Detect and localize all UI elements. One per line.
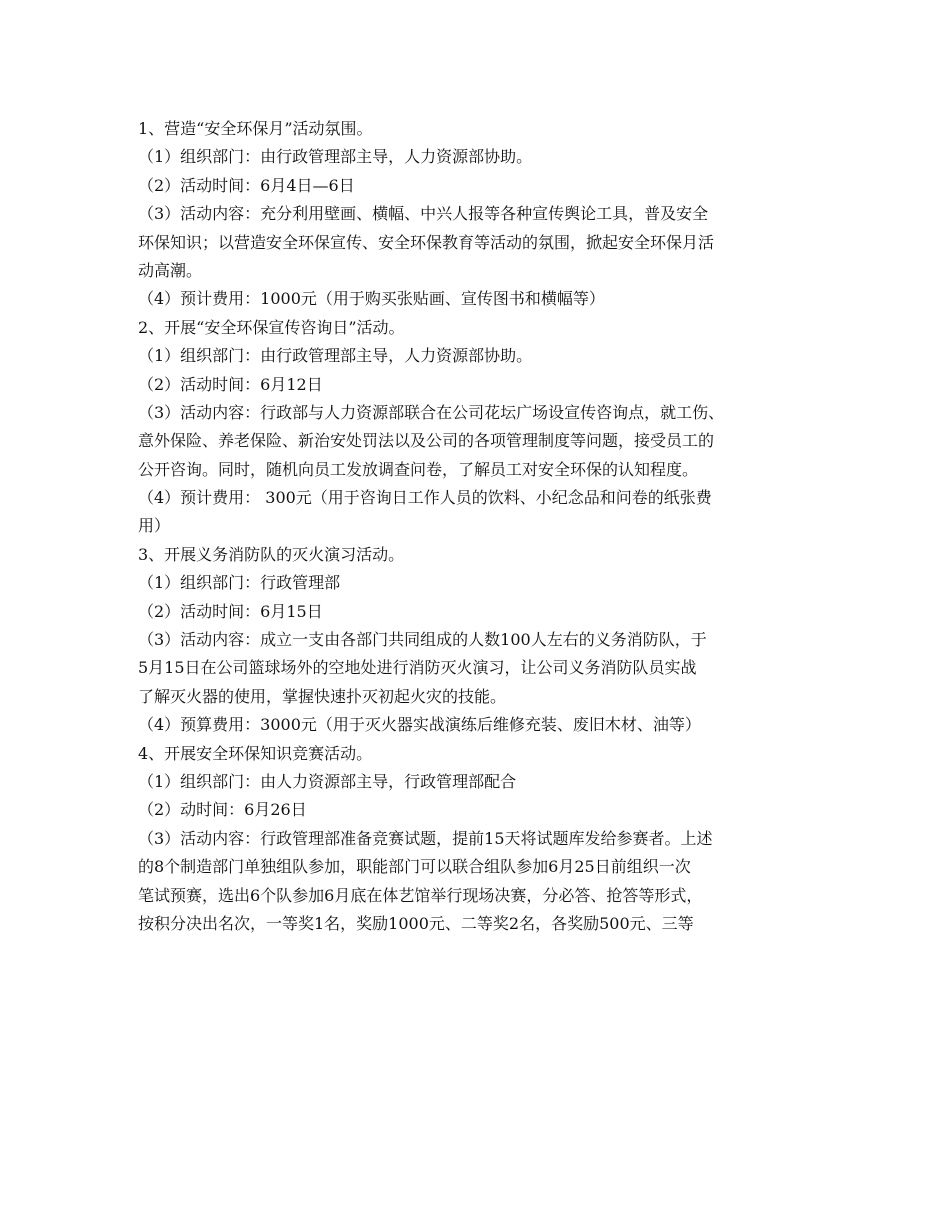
paragraph-line: 用）	[138, 516, 171, 536]
paragraph-line: 动高潮。	[138, 260, 203, 280]
paragraph-line: （3）活动内容：行政管理部准备竞赛试题，提前15天将试题库发给参赛者。上述	[138, 828, 713, 848]
paragraph-line: 笔试预赛，选出6个队参加6月底在体艺馆举行现场决赛，分必答、抢答等形式，	[138, 885, 703, 905]
section-heading-2: 2、开展“安全环保宣传咨询日”活动。	[138, 317, 405, 337]
paragraph-line: 了解灭火器的使用，掌握快速扑灭初起火灾的技能。	[138, 686, 507, 706]
section-heading-4: 4、开展安全环保知识竞赛活动。	[138, 743, 373, 763]
paragraph-line: 意外保险、养老保险、新治安处罚法以及公司的各项管理制度等问题，接受员工的	[138, 431, 715, 451]
paragraph-line: （4）预计费用：1000元（用于购买张贴画、宣传图书和横幅等）	[138, 289, 605, 309]
paragraph-line: （2）活动时间：6月15日	[138, 601, 323, 621]
paragraph-line: （4）预计费用： 300元（用于咨询日工作人员的饮料、小纪念品和问卷的纸张费	[138, 488, 712, 508]
paragraph-line: 环保知识；以营造安全环保宣传、安全环保教育等活动的氛围，掀起安全环保月活	[138, 232, 715, 252]
paragraph-line: 按积分决出名次，一等奖1名，奖励1000元、二等奖2名，各奖励500元、三等	[138, 913, 694, 933]
paragraph-line: 5月15日在公司篮球场外的空地处进行消防灭火演习，让公司义务消防队员实战	[138, 658, 697, 678]
paragraph-line: （3）活动内容：成立一支由各部门共同组成的人数100人左右的义务消防队，于	[138, 630, 707, 650]
paragraph-line: （2）活动时间：6月4日—6日	[138, 175, 355, 195]
paragraph-line: （3）活动内容：充分利用壁画、横幅、中兴人报等各种宣传舆论工具，普及安全	[138, 204, 709, 224]
paragraph-line: （1）组织部门：由人力资源部主导，行政管理部配合	[138, 771, 517, 791]
paragraph-line: （3）活动内容：行政部与人力资源部联合在公司花坛广场设宣传咨询点，就工伤、	[138, 402, 725, 422]
paragraph-line: 公开咨询。同时，随机向员工发放调查问卷，了解员工对安全环保的认知程度。	[138, 459, 699, 479]
paragraph-line: （1）组织部门：由行政管理部主导，人力资源部协助。	[138, 346, 533, 366]
paragraph-line: （2）活动时间：6月12日	[138, 374, 323, 394]
section-heading-3: 3、开展义务消防队的灭火演习活动。	[138, 544, 405, 564]
section-heading-1: 1、营造“安全环保月”活动氛围。	[138, 119, 373, 138]
paragraph-line: 的8个制造部门单独组队参加，职能部门可以联合组队参加6月25日前组织一次	[138, 857, 691, 877]
document-body	[138, 115, 818, 938]
paragraph-line: （2）动时间：6月26日	[138, 800, 307, 820]
paragraph-line: （4）预算费用：3000元（用于灭火器实战演练后维修充装、废旧木材、油等）	[138, 715, 701, 735]
paragraph-line: （1）组织部门：由行政管理部主导，人力资源部协助。	[138, 147, 533, 167]
paragraph-line: （1）组织部门：行政管理部	[138, 573, 341, 593]
